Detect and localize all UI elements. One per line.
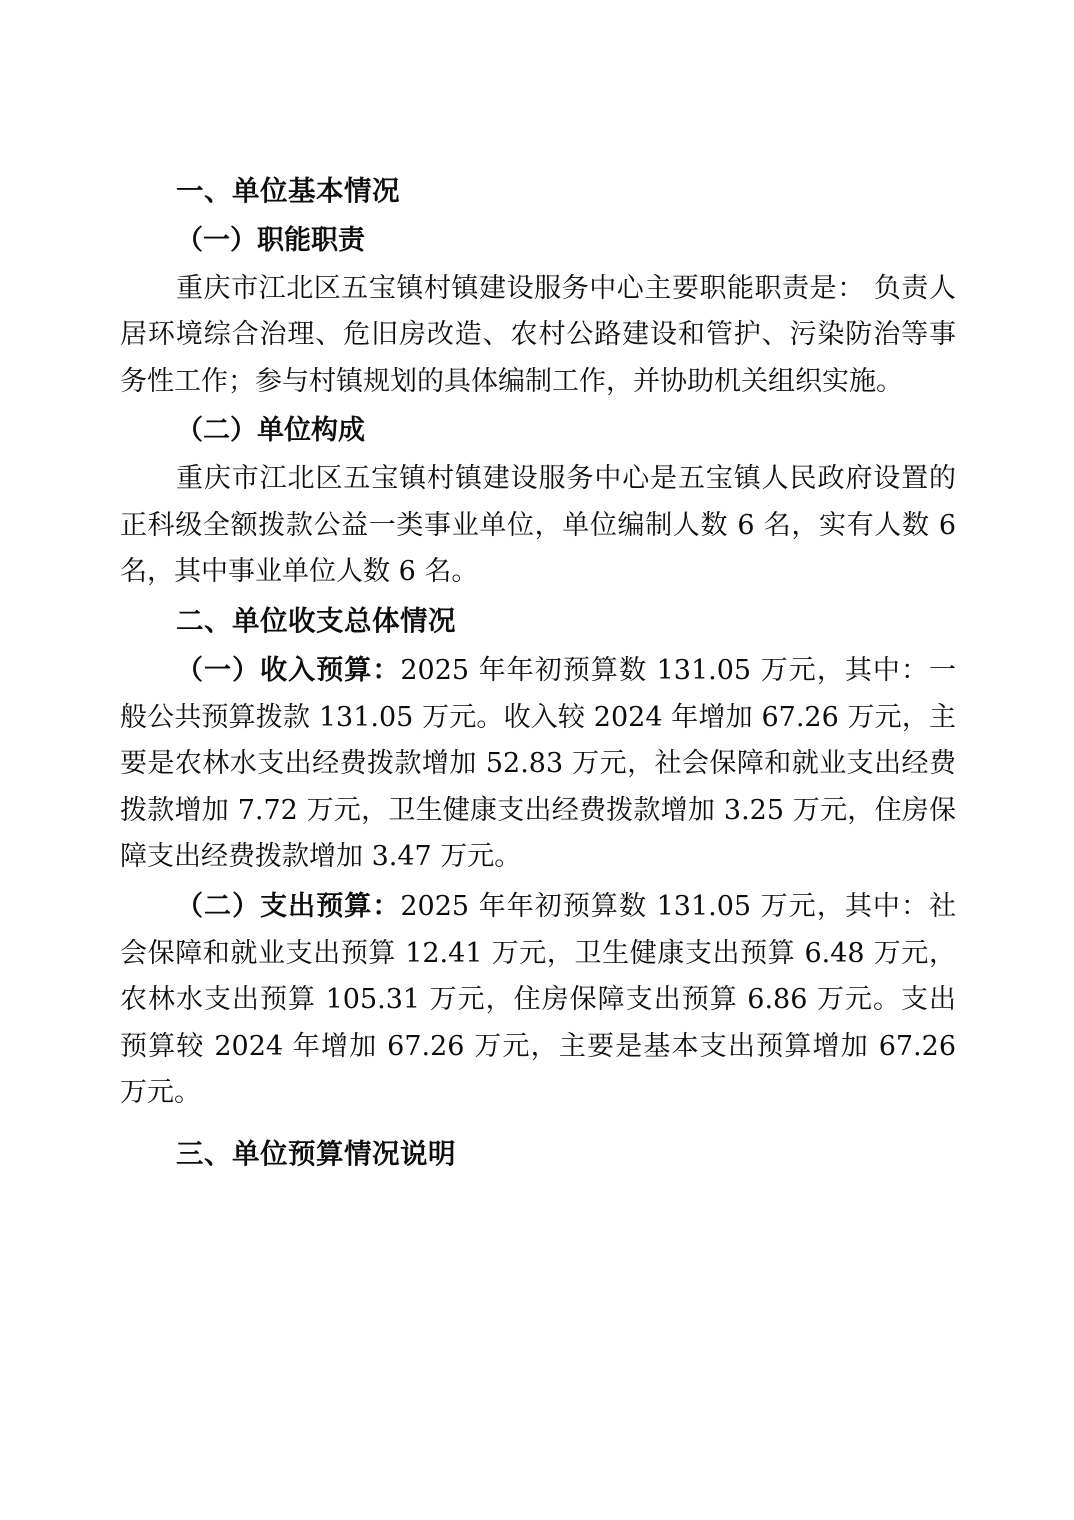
subsection-heading-1-1: （一）职能职责: [176, 224, 365, 256]
paragraph-1-2-1: 重庆市江北区五宝镇村镇建设服务中心是五宝镇人民政府设置的正科级全额拨款公益一类事业单位，单位编制人数 6 名，实有人数 6 名，其中事业单位人数 6 名。: [120, 463, 956, 588]
spacer: [120, 1121, 956, 1133]
section-heading-2: 二、单位收支总体情况: [176, 604, 456, 637]
section-heading-3: 三、单位预算情况说明: [176, 1137, 456, 1170]
subsection-heading-2-1: （一）收入预算：: [176, 655, 401, 687]
paragraph-2-2: [120, 884, 956, 1116]
paragraph-2-1-text: 2025 年年初预算数 131.05 万元，其中：一般公共预算拨款 131.05 万元。收入较 2024 年增加 67.26 万元，主要是农林水支出经费拨款增加 52.83 万元，社会保障和就业支出经费拨款增加 7.72 万元，卫生健康支出经费拨款增加 3.25 万元，住房保障支出经费拨款增加 3.47 万元。: [120, 655, 957, 872]
paragraph-1-1-1: 重庆市江北区五宝镇村镇建设服务中心主要职能职责是： 负责人居环境综合治理、危旧房改造、农村公路建设和管护、污染防治等事务性工作；参与村镇规划的具体编制工作，并协助机关组织实施。: [120, 272, 956, 397]
subsection-heading-2-2: （二）支出预算：: [176, 891, 401, 923]
paragraph-2-1: [120, 648, 956, 880]
paragraph-2-2-text: 2025 年年初预算数 131.05 万元，其中：社会保障和就业支出预算 12.41 万元，卫生健康支出预算 6.48 万元，农林水支出预算 105.31 万元，住房保障支出预算 6.86 万元。支出预算较 2024 年增加 67.26 万元，主要是基本支出预算增加 67.26 万元。: [120, 891, 957, 1109]
subsection-heading-1-2: （二）单位构成: [176, 415, 365, 447]
section-heading-1: 一、单位基本情况: [176, 175, 400, 207]
document-body: [120, 170, 956, 1175]
